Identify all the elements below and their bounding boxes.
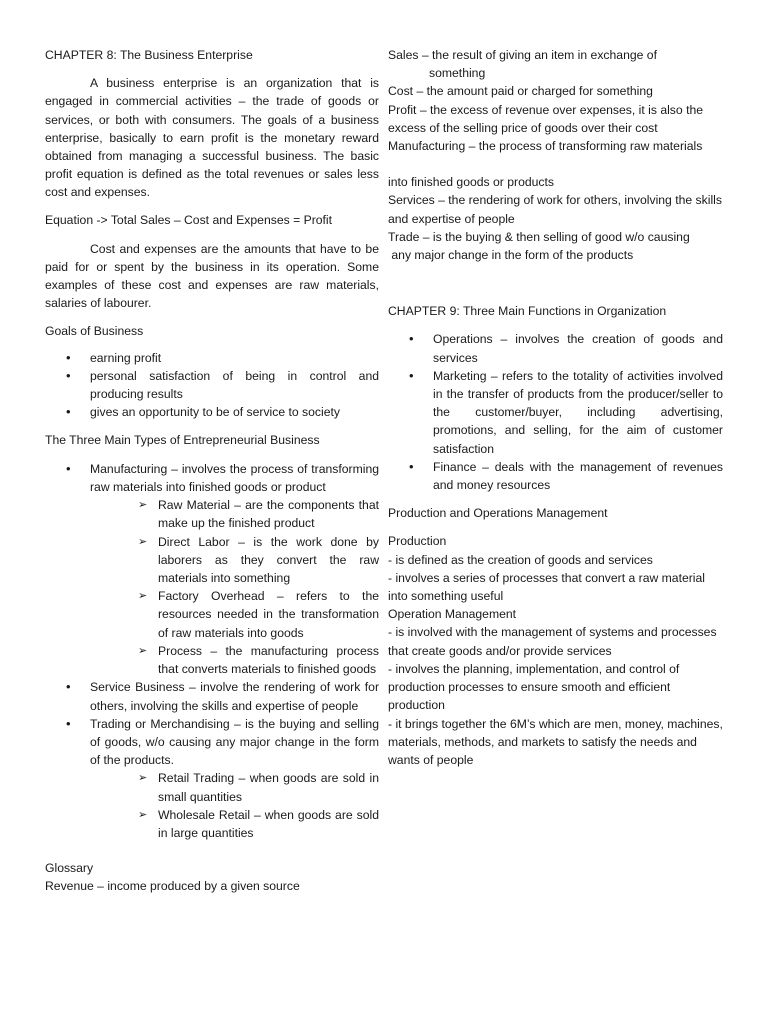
pom-heading: Production and Operations Management bbox=[388, 506, 608, 521]
trading-text: Trading or Merchandising – is the buying and selling of goods, w/o causing any major change in the form of the products. bbox=[90, 716, 379, 768]
glossary-sales: Sales – the result of giving an item in exchange of bbox=[388, 48, 657, 62]
list-item: • earning profit bbox=[45, 349, 379, 367]
glossary-heading: Glossary bbox=[45, 861, 94, 876]
list-item bbox=[45, 715, 379, 842]
types-heading: The Three Main Types of Entrepreneurial Business bbox=[45, 432, 320, 447]
list-item: ➢ Raw Material – are the components that make up the finished product bbox=[138, 498, 379, 531]
profit-equation: Equation -> Total Sales – Cost and Expenses = Profit bbox=[45, 212, 333, 227]
glossary-profit: Profit – the excess of revenue over expenses, it is also the excess of the selling price of goods over their cost bbox=[388, 102, 704, 135]
glossary-trade-cont: any major change in the form of the products bbox=[388, 248, 634, 263]
chapter8-intro: A business enterprise is an organization that is engaged in commercial activities – the trade of goods or services, or both with consumers. The goals of a business enterprise, basically to earn profit is the monetary reward obtained from managing a successful business. The basic profit equation is defined as the total revenues or sales less cost and expenses. bbox=[45, 76, 379, 200]
manufacturing-sublist bbox=[90, 496, 379, 678]
glossary-cost: Cost – the amount paid or charged for something bbox=[388, 84, 653, 99]
list-item: ➢ Retail Trading – when goods are sold in small quantities bbox=[138, 771, 379, 804]
left-column bbox=[45, 46, 379, 896]
production-def-1: - is defined as the creation of goods and services bbox=[388, 552, 653, 567]
list-item: ➢ Wholesale Retail – when goods are sold in large quantities bbox=[138, 807, 379, 840]
chapter8-title: CHAPTER 8: The Business Enterprise bbox=[45, 48, 253, 62]
om-heading: Operation Management bbox=[388, 607, 517, 622]
chapter9-title: CHAPTER 9: Three Main Functions in Organization bbox=[388, 304, 667, 319]
glossary-manufacturing-cont: into finished goods or products bbox=[388, 175, 554, 190]
production-def-2: - involves a series of processes that convert a raw material into something useful bbox=[388, 570, 706, 604]
list-item: • personal satisfaction of being in control and producing results bbox=[45, 367, 379, 403]
arrow-icon: ➢ bbox=[138, 808, 148, 821]
arrow-icon: ➢ bbox=[138, 644, 148, 657]
om-def-1: - is involved with the management of systems and processes that create goods and/or provide services bbox=[388, 625, 717, 658]
trading-sublist bbox=[90, 769, 379, 842]
glossary-sales-cont: something bbox=[429, 66, 486, 81]
om-def-2: - involves the planning, implementation, and control of production processes to ensure smooth and efficient production bbox=[388, 661, 680, 713]
list-item: • Service Business – involve the rendering of work for others, involving the skills and expertise of people bbox=[45, 678, 379, 714]
list-item: • Operations – involves the creation of goods and services bbox=[388, 330, 723, 366]
arrow-icon: ➢ bbox=[138, 590, 148, 603]
list-item: • Marketing – refers to the totality of activities involved in the transfer of products from the producer/seller to the customer/buyer, including advertising, promotions, and selling, for the aim of customer satisfaction bbox=[388, 367, 723, 458]
types-list bbox=[45, 460, 379, 842]
manufacturing-text: Manufacturing – involves the process of transforming raw materials into finished goods or product bbox=[90, 461, 379, 495]
production-heading: Production bbox=[388, 534, 447, 549]
list-item: ➢ Direct Labor – is the work done by laborers as they convert the raw materials into something bbox=[138, 534, 379, 586]
list-item: • Finance – deals with the management of revenues and money resources bbox=[388, 458, 723, 494]
list-item: ➢ Factory Overhead – refers to the resources needed in the transformation of raw materials into goods bbox=[138, 589, 379, 640]
glossary-services: Services – the rendering of work for others, involving the skills and expertise of people bbox=[388, 193, 722, 226]
list-item: • gives an opportunity to be of service to society bbox=[45, 403, 379, 421]
om-def-3: - it brings together the 6M’s which are men, money, machines, materials, methods, and markets to satisfy the needs and wants of people bbox=[388, 716, 723, 767]
list-item: ➢ Process – the manufacturing process that converts materials to finished goods bbox=[138, 643, 379, 677]
arrow-icon: ➢ bbox=[138, 499, 148, 512]
functions-list bbox=[388, 330, 723, 494]
goals-list bbox=[45, 349, 379, 422]
arrow-icon: ➢ bbox=[138, 535, 148, 548]
arrow-icon: ➢ bbox=[138, 772, 148, 785]
glossary-trade: Trade – is the buying & then selling of good w/o causing bbox=[388, 229, 690, 244]
glossary-revenue: Revenue – income produced by a given source bbox=[45, 879, 300, 894]
right-column bbox=[388, 46, 723, 769]
glossary-manufacturing: Manufacturing – the process of transforming raw materials bbox=[388, 139, 703, 154]
costs-paragraph: Cost and expenses are the amounts that have to be paid for or spent by the business in its operation. Some examples of these cost and expenses are raw materials, salaries of labourer. bbox=[45, 241, 379, 311]
goals-heading: Goals of Business bbox=[45, 323, 144, 338]
list-item bbox=[45, 460, 379, 678]
